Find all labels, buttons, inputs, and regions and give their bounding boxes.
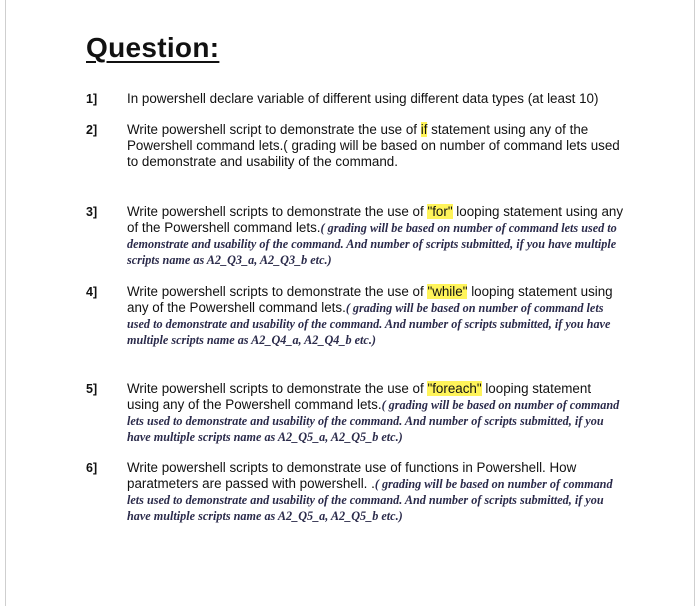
question-4 <box>86 284 626 348</box>
highlighted-keyword: "foreach" <box>427 381 482 396</box>
question-text: Write powershell scripts to demonstrate the use of "while" looping statement using any of the Powershell command lets.( grading will be based on number of command lets used to demonstrate and usability of the command. And number of scripts submitted, if you have multiple scripts name as A2_Q4_a, A2_Q4_b etc.) <box>127 284 613 347</box>
question-number: 3] <box>86 205 98 219</box>
question-number: 1] <box>86 92 98 106</box>
question-text: Write powershell script to demonstrate the use of if statement using any of the Powershell command lets.( grading will be based on number of command lets used to demonstrate and usability of the command. <box>127 122 620 169</box>
highlighted-keyword: if <box>420 122 428 137</box>
question-3 <box>86 204 626 268</box>
question-2 <box>86 122 626 170</box>
grading-note: ( grading will be based on number of command lets used to demonstrate and usability of the command. And number of scripts submitted, if you have multiple scripts name as A2_Q5_a, A2_Q5_b etc.) <box>127 477 613 523</box>
question-6 <box>86 460 626 524</box>
highlighted-keyword: "while" <box>427 284 468 299</box>
question-number: 2] <box>86 123 98 137</box>
question-number: 6] <box>86 461 98 475</box>
question-1 <box>86 91 626 107</box>
grading-note: ( grading will be based on number of command lets used to demonstrate and usability of the command. And number of scripts submitted, if you have multiple scripts name as A2_Q3_a, A2_Q3_b etc.) <box>127 221 617 267</box>
question-5 <box>86 381 626 445</box>
question-number: 4] <box>86 285 98 299</box>
grading-note: ( grading will be based on number of command lets used to demonstrate and usability of the command. And number of scripts submitted, if you have multiple scripts name as A2_Q4_a, A2_Q4_b etc.) <box>127 301 611 347</box>
grading-note: ( grading will be based on number of command lets used to demonstrate and usability of the command. And number of scripts submitted, if you have multiple scripts name as A2_Q5_a, A2_Q5_b etc.) <box>127 398 620 444</box>
question-number: 5] <box>86 382 98 396</box>
question-text: Write powershell scripts to demonstrate the use of "for" looping statement using any of the Powershell command lets.( grading will be based on number of command lets used to demonstrate and usability of the command. And number of scripts submitted, if you have multiple scripts name as A2_Q3_a, A2_Q3_b etc.) <box>127 204 624 267</box>
question-text: Write powershell scripts to demonstrate the use of "foreach" looping statement using any of the Powershell command lets.( grading will be based on number of command lets used to demonstrate and usability of the command. And number of scripts submitted, if you have multiple scripts name as A2_Q5_a, A2_Q5_b etc.) <box>127 381 620 444</box>
question-text: Write powershell scripts to demonstrate use of functions in Powershell. How paratmeters are passed with powershell. .( grading will be based on number of command lets used to demonstrate and usability of the command. And number of scripts submitted, if you have multiple scripts name as A2_Q5_a, A2_Q5_b etc.) <box>127 460 613 523</box>
question-text: In powershell declare variable of different using different data types (at least 10) <box>127 91 599 106</box>
page-title: Question: <box>86 32 220 63</box>
highlighted-keyword: "for" <box>427 204 453 219</box>
